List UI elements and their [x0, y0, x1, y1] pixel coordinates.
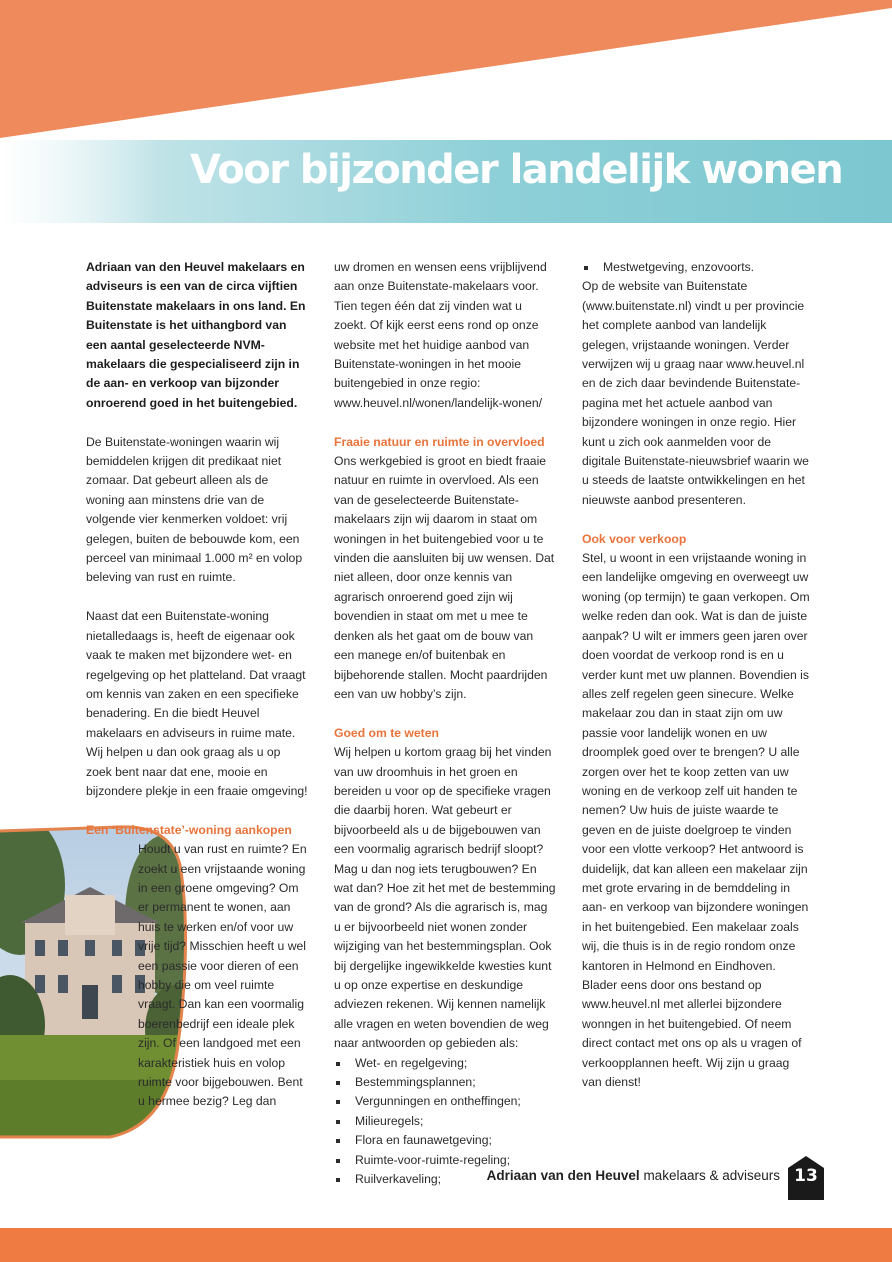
section-heading: Fraaie natuur en ruimte in overvloed [334, 434, 545, 449]
paragraph: Stel, u woont in een vrijstaande woning in een landelijke omgeving en overweegt uw woning (op termijn) te gaan verkopen. Om welke reden dan ook. Wat is dan de juiste aanpak? U wilt er immers geen jaren over doen voordat de verkoop rond is en u verder kunt met uw plannen. Bovendien is alles zelf regelen geen sinecure. Welke makelaar zou dan in staat zijn om uw passie voor landelijk wonen en uw droomplek goed over te brengen? U alle zorgen over het te koop zetten van uw woning en de verkoop zelf uit handen te nemen? Uw huis de juiste waarde te geven en de juiste doelgroep te vinden voor een vlotte verkoop? Het antwoord is duidelijk, dat kan alleen een makelaar zijn met grote ervaring in de bemddeling in aan- en verkoop van bijzondere woningen in het buitengebied. Een makelaar zoals wij, die thuis is in de regio rondom onze kantoren in Helmond en Eindhoven. Blader eens door ons bestand op www.heuvel.nl met allerlei bijzondere wonngen in het buitengebied. Of neem direct contact met ons op als u vragen of verkoopplannen heeft. Wij zijn u graag van dienst! [582, 551, 810, 1090]
paragraph: Op de website van Buitenstate (www.buitenstate.nl) vindt u per provincie het complete aanbod van landelijk gelegen, vrijstaande woningen. Verder verwijzen wij u graag naar www.heuvel.nl en de zich daar bevindende Buitenstate-pagina met het actuele aanbod van bijzondere woningen in onze regio. Hier kunt u zich ook aanmelden voor de digitale Buitenstate-nieuwsbrief waarin we u steeds de laatste ontwikkelingen en het nieuwste aanbod presenteren. [582, 279, 809, 507]
header-decoration [0, 0, 892, 230]
paragraph: uw dromen en wensen eens vrijblijvend aan onze Buitenstate-makelaars voor. Tien tegen één dat zij vinden wat u zoekt. Of kijk eerst eens rond op onze website met het huidige aanbod van Buitenstate-woningen in het mooie buitengebied in onze regio: www.heuvel.nl/wonen/landelijk-wonen/ [334, 260, 547, 410]
footer-bar [0, 1228, 892, 1262]
column-1 [86, 258, 308, 1170]
list-item: Wet- en regelgeving; [334, 1054, 556, 1073]
column-2 [334, 258, 556, 1189]
section-heading: Een ‘Buitenstate’-woning aankopen [86, 822, 292, 837]
list-item: Ruilverkaveling; [334, 1170, 556, 1189]
list-item: Flora en faunawetgeving; [334, 1131, 556, 1150]
topic-list-continued [582, 258, 812, 277]
section-heading: Goed om te weten [334, 725, 439, 740]
list-item: Ruimte-voor-ruimte-regeling; [334, 1151, 556, 1170]
footer-company [487, 1168, 780, 1183]
orange-diagonal-band [0, 0, 892, 138]
section-heading: Ook voor verkoop [582, 531, 687, 546]
company-suffix: makelaars & adviseurs [639, 1168, 780, 1183]
page-number: 13 [794, 1166, 818, 1186]
intro-paragraph: Adriaan van den Heuvel makelaars en adviseurs is een van de circa vijftien Buitenstate makelaars in ons land. En Buitenstate is het uithangbord van een aantal geselecteerde NVM-makelaars die gespecialiseerd zijn in de aan- en verkoop van bijzonder onroerend goed in het buitengebied. [86, 260, 306, 410]
paragraph: Wij helpen u kortom graag bij het vinden van uw droomhuis in het groen en bereiden u voor op de specifieke vragen die daarbij horen. Wat gebeurt er bijvoorbeeld als u de bijgebouwen van een voormalig agrarisch bedrijf sloopt? Mag u dan nog iets terugbouwen? En wat dan? Hoe zit het met de bestemming van de grond? Als die agrarisch is, mag u er bijvoorbeeld niet wonen zonder wijziging van het bestemmingsplan. Ook bij dergelijke ingewikkelde kwesties kunt u op onze expertise en deskundige adviezen rekenen. Wij kennen namelijk alle vragen en weten bovendien de weg naar antwoorden op gebieden als: [334, 745, 556, 1051]
column-3 [582, 258, 812, 1112]
company-name: Adriaan van den Heuvel [486, 1168, 640, 1183]
paragraph: De Buitenstate-woningen waarin wij bemiddelen krijgen dit predikaat niet zomaar. Dat gebeurt alleen als de woning aan minstens drie van de volgende vier kenmerken voldoet: vrij gelegen, buiten de bebouwde kom, een perceel van minimaal 1.000 m² en volop beleving van rust en ruimte. [86, 434, 303, 585]
list-item: Milieuregels; [334, 1112, 556, 1131]
paragraph: Houdt u van rust en ruimte? En zoekt u een vrijstaande woning in een groene omgeving? Om er permanent te wonen, aan huis te werken en/of voor uw vrije tijd? Misschien heeft u wel een passie voor dieren of een hobby die om veel ruimte vraagt. Dan kan een voormalig boerenbedrijf een ideale plek zijn. Of een landgoed met een karakteristiek huis en volop ruimte voor bijgebouwen. Bent u hermee bezig? Leg dan [138, 842, 307, 1109]
list-item: Bestemmingsplannen; [334, 1073, 556, 1092]
list-item: Mestwetgeving, enzovoorts. [582, 258, 812, 277]
paragraph: Naast dat een Buitenstate-woning nietalledaags is, heeft de eigenaar ook vaak te maken met bijzondere wet- en regelgeving op het platteland. Dat vraagt om kennis van zaken en een specifieke benadering. En die biedt Heuvel makelaars en adviseurs in ruime mate. Wij helpen u dan ook graag als u op zoek bent naar dat ene, mooie en bijzondere plekje in een fraaie omgeving! [86, 609, 308, 798]
page-title: Voor bijzonder landelijk wonen [190, 147, 843, 193]
image-wrap-spacer [86, 840, 138, 1170]
paragraph: Ons werkgebied is groot en biedt fraaie natuur en ruimte in overvloed. Als een van de geselecteerde Buitenstate-makelaars zijn wij daarom in staat om woningen in het buitengebied voor u te vinden die aansluiten bij uw wensen. Dat niet alleen, door onze kennis van agrarisch onroerend goed zijn wij bovendien in staat om met u mee te denken als het gaat om de bouw van een manege en/of buitenbak en bijbehorende stallen. Mocht paardrijden een van uw hobby’s zijn. [334, 454, 555, 701]
list-item: Vergunningen en ontheffingen; [334, 1092, 556, 1111]
